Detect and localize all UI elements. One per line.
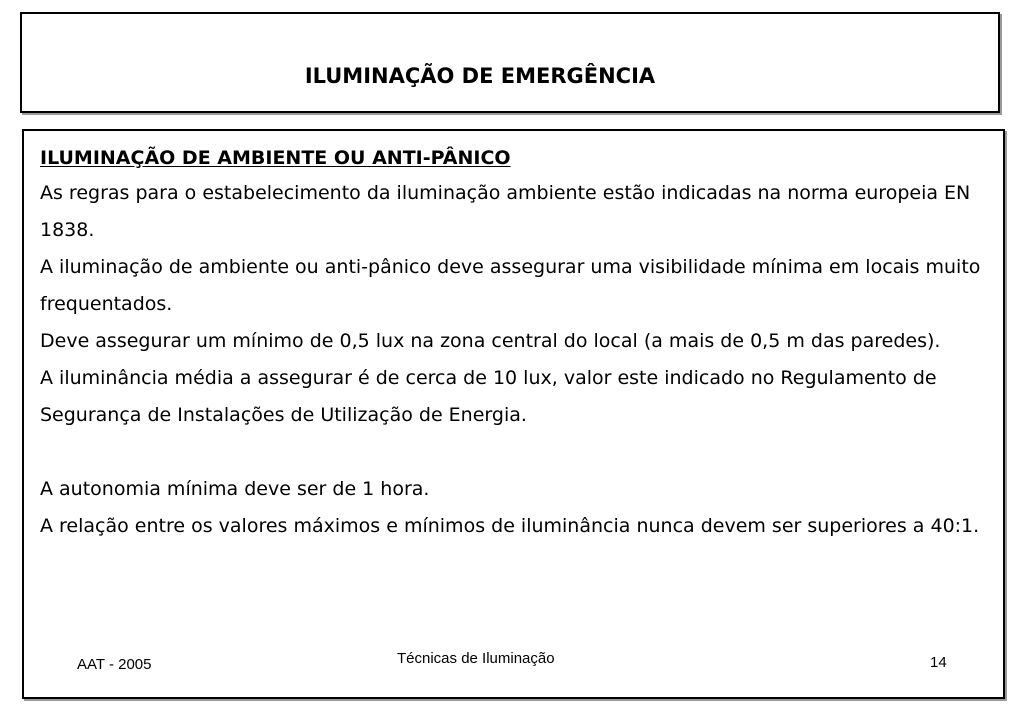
paragraph-norma: As regras para o estabelecimento da iluminação ambiente estão indicadas na norma europeia EN 1838. xyxy=(40,182,971,241)
body-text xyxy=(40,175,990,545)
title-box xyxy=(20,12,1000,113)
footer-course-title: Técnicas de Iluminação xyxy=(397,650,555,667)
paragraph-spacer xyxy=(40,434,990,471)
footer-page-number: 14 xyxy=(930,654,947,671)
page-title: ILUMINAÇÃO DE EMERGÊNCIA xyxy=(304,64,656,88)
content-box xyxy=(22,129,1005,699)
section-heading: ILUMINAÇÃO DE AMBIENTE OU ANTI-PÂNICO xyxy=(40,147,511,169)
paragraph-minimo-lux: Deve assegurar um mínimo de 0,5 lux na zona central do local (a mais de 0,5 m das paredes). xyxy=(40,330,941,352)
footer-author-year: AAT - 2005 xyxy=(77,656,152,673)
paragraph-relacao: A relação entre os valores máximos e mínimos de iluminância nunca devem ser superiores a 40:1. xyxy=(40,515,980,537)
paragraph-visibilidade: A iluminação de ambiente ou anti-pânico deve assegurar uma visibilidade mínima em locais muito frequentados. xyxy=(40,256,981,315)
paragraph-iluminancia-media: A iluminância média a assegurar é de cerca de 10 lux, valor este indicado no Regulamento de Segurança de Instalações de Utilização de Energia. xyxy=(40,367,937,426)
paragraph-autonomia: A autonomia mínima deve ser de 1 hora. xyxy=(40,478,430,500)
